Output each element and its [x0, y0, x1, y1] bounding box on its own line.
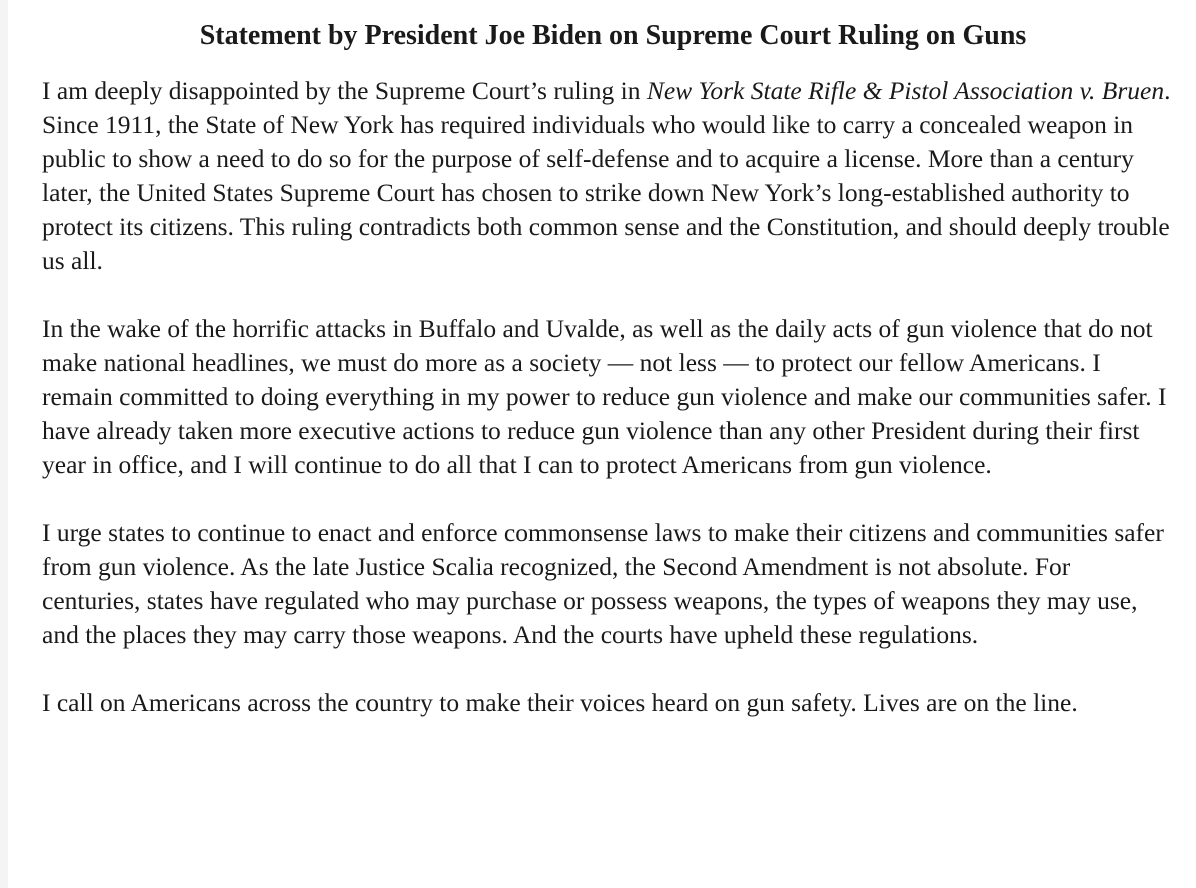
paragraph-1-lead: I am deeply disappointed by the Supreme Court’s ruling in: [42, 76, 647, 105]
case-name: New York State Rifle & Pistol Association v. Bruen: [646, 76, 1165, 105]
paragraph-4: I call on Americans across the country to make their voices heard on gun safety. Lives are on the line.: [42, 688, 1078, 717]
paragraph-2: In the wake of the horrific attacks in Buffalo and Uvalde, as well as the daily acts of gun violence that do not make national headlines, we must do more as a society — not less — to protect our fellow Americans. I remain committed to doing everything in my power to reduce gun violence and make our communities safer. I have already taken more executive actions to reduce gun violence than any other President during their first year in office, and I will continue to do all that I can to protect Americans from gun violence.: [42, 314, 1167, 479]
statement-title: Statement by President Joe Biden on Supreme Court Ruling on Guns: [199, 20, 1027, 51]
paragraph-3: I urge states to continue to enact and enforce commonsense laws to make their citizens and communities safer from gun violence. As the late Justice Scalia recognized, the Second Amendment is not absolute. For centuries, states have regulated who may purchase or possess weapons, the types of weapons they may use, and the places they may carry those weapons. And the courts have upheld these regulations.: [42, 518, 1164, 649]
paragraph-1: [42, 74, 1172, 278]
paragraph-1-rest: . Since 1911, the State of New York has required individuals who would like to carry a concealed weapon in public to show a need to do so for the purpose of self-defense and to acquire a license. More than a century later, the United States Supreme Court has chosen to strike down New York’s long-established authority to protect its citizens. This ruling contradicts both common sense and the Constitution, and should deeply trouble us all.: [42, 76, 1171, 275]
page-edge: [0, 0, 8, 888]
statement-document: [42, 18, 1172, 720]
